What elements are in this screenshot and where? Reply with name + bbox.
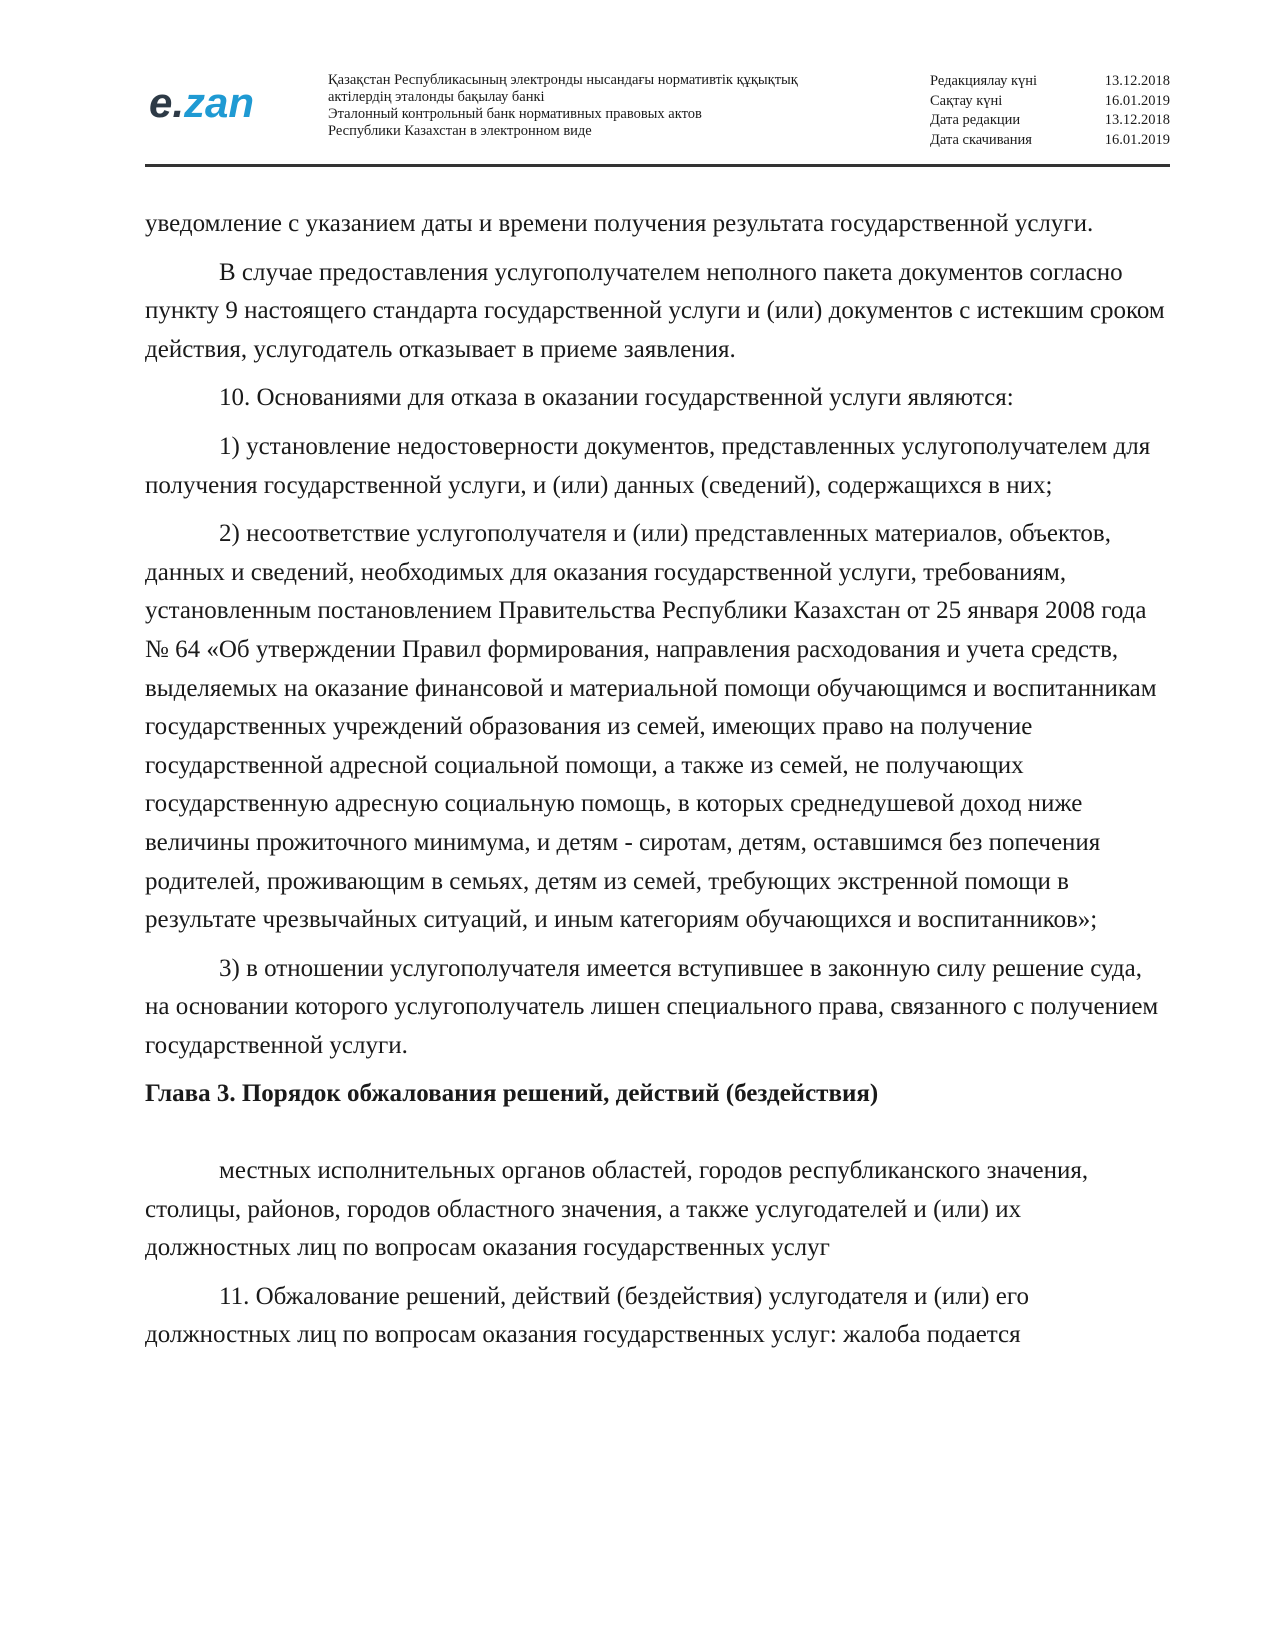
- date-label: Дата скачивания: [930, 131, 1032, 148]
- date-row-edit-kz: [930, 72, 1170, 92]
- date-label: Редакциялау күні: [930, 73, 1038, 89]
- org-line: Қазақстан Республикасының электронды нысандағы нормативтік құқықтық: [328, 72, 798, 88]
- date-label: Дата редакции: [930, 112, 1021, 128]
- dates-block: [930, 72, 1170, 150]
- org-line: Эталонный контрольный банк нормативных правовых актов: [328, 106, 702, 122]
- paragraph: 11. Обжалование решений, действий (бездействия) услугодателя и (или) его должностных лиц по вопросам оказания государственных услуг: жалоба подается: [145, 1282, 1029, 1349]
- ezan-logo: e.zan: [149, 79, 255, 126]
- paragraph: 1) установление недостоверности документов, представленных услугополучателем для получения государственной услуги, и (или) данных (сведений), содержащихся в них;: [145, 432, 1151, 499]
- date-value: 16.01.2019: [1104, 131, 1170, 148]
- paragraph: 3) в отношении услугополучателя имеется вступившее в законную силу решение суда, на основании которого услугополучатель лишен специального права, связанного с получением государственной услуги.: [145, 954, 1159, 1059]
- chapter-title: Глава 3. Порядок обжалования решений, действий (бездействия): [145, 1080, 879, 1108]
- header-divider: [145, 164, 1170, 167]
- paragraph: В случае предоставления услугополучателем неполного пакета документов согласно пункту 9 настоящего стандарта государственной услуги и (или) документов с истекшим сроком действия, услугодатель отказывает в приеме заявления.: [145, 258, 1165, 363]
- paragraph: 2) несоответствие услугополучателя и (или) представленных материалов, объектов, данных и сведений, необходимых для оказания государственной услуги, требованиям, установленным постановлением Правительства Республики Казахстан от 25 января 2008 года № 64 «Об утверждении Правил формирования, направления расходования и учета средств, выделяемых на оказание финансовой и материальной помощи обучающимся и воспитанникам государственных учреждений образования из семей, имеющих право на получение государственной адресной социальной помощи, а также из семей, не получающих государственную адресную социальную помощь, в которых среднедушевой доход ниже величины прожиточного минимума, и детям - сиротам, детям, оставшимся без попечения родителей, проживающим в семьях, детям из семей, требующих экстренной помощи в результате чрезвычайных ситуаций, и иным категориям обучающихся и воспитанников»;: [145, 520, 1157, 934]
- date-row-save-kz: [930, 92, 1170, 112]
- date-label: Сақтау күні: [930, 92, 1003, 109]
- date-row-download-ru: [930, 131, 1170, 151]
- date-row-edit-ru: [930, 111, 1170, 131]
- date-value: 13.12.2018: [1104, 112, 1170, 128]
- organization-name: [328, 72, 888, 140]
- paragraph: уведомление с указанием даты и времени получения результата государственной услуги.: [145, 210, 1094, 237]
- date-value: 13.12.2018: [1104, 73, 1170, 89]
- document-body: [145, 205, 1170, 1365]
- page-header: [145, 68, 1170, 166]
- org-line: Республики Казахстан в электронном виде: [328, 123, 592, 139]
- date-value: 16.01.2019: [1104, 92, 1170, 109]
- paragraph: 10. Основаниями для отказа в оказании государственной услуги являются:: [219, 384, 1014, 412]
- paragraph: местных исполнительных органов областей, городов республиканского значения, столицы, районов, городов областного значения, а также услугодателей и (или) их должностных лиц по вопросам оказания государственных услуг: [145, 1157, 1089, 1262]
- org-line: актілердің эталонды бақылау банкі: [328, 89, 545, 105]
